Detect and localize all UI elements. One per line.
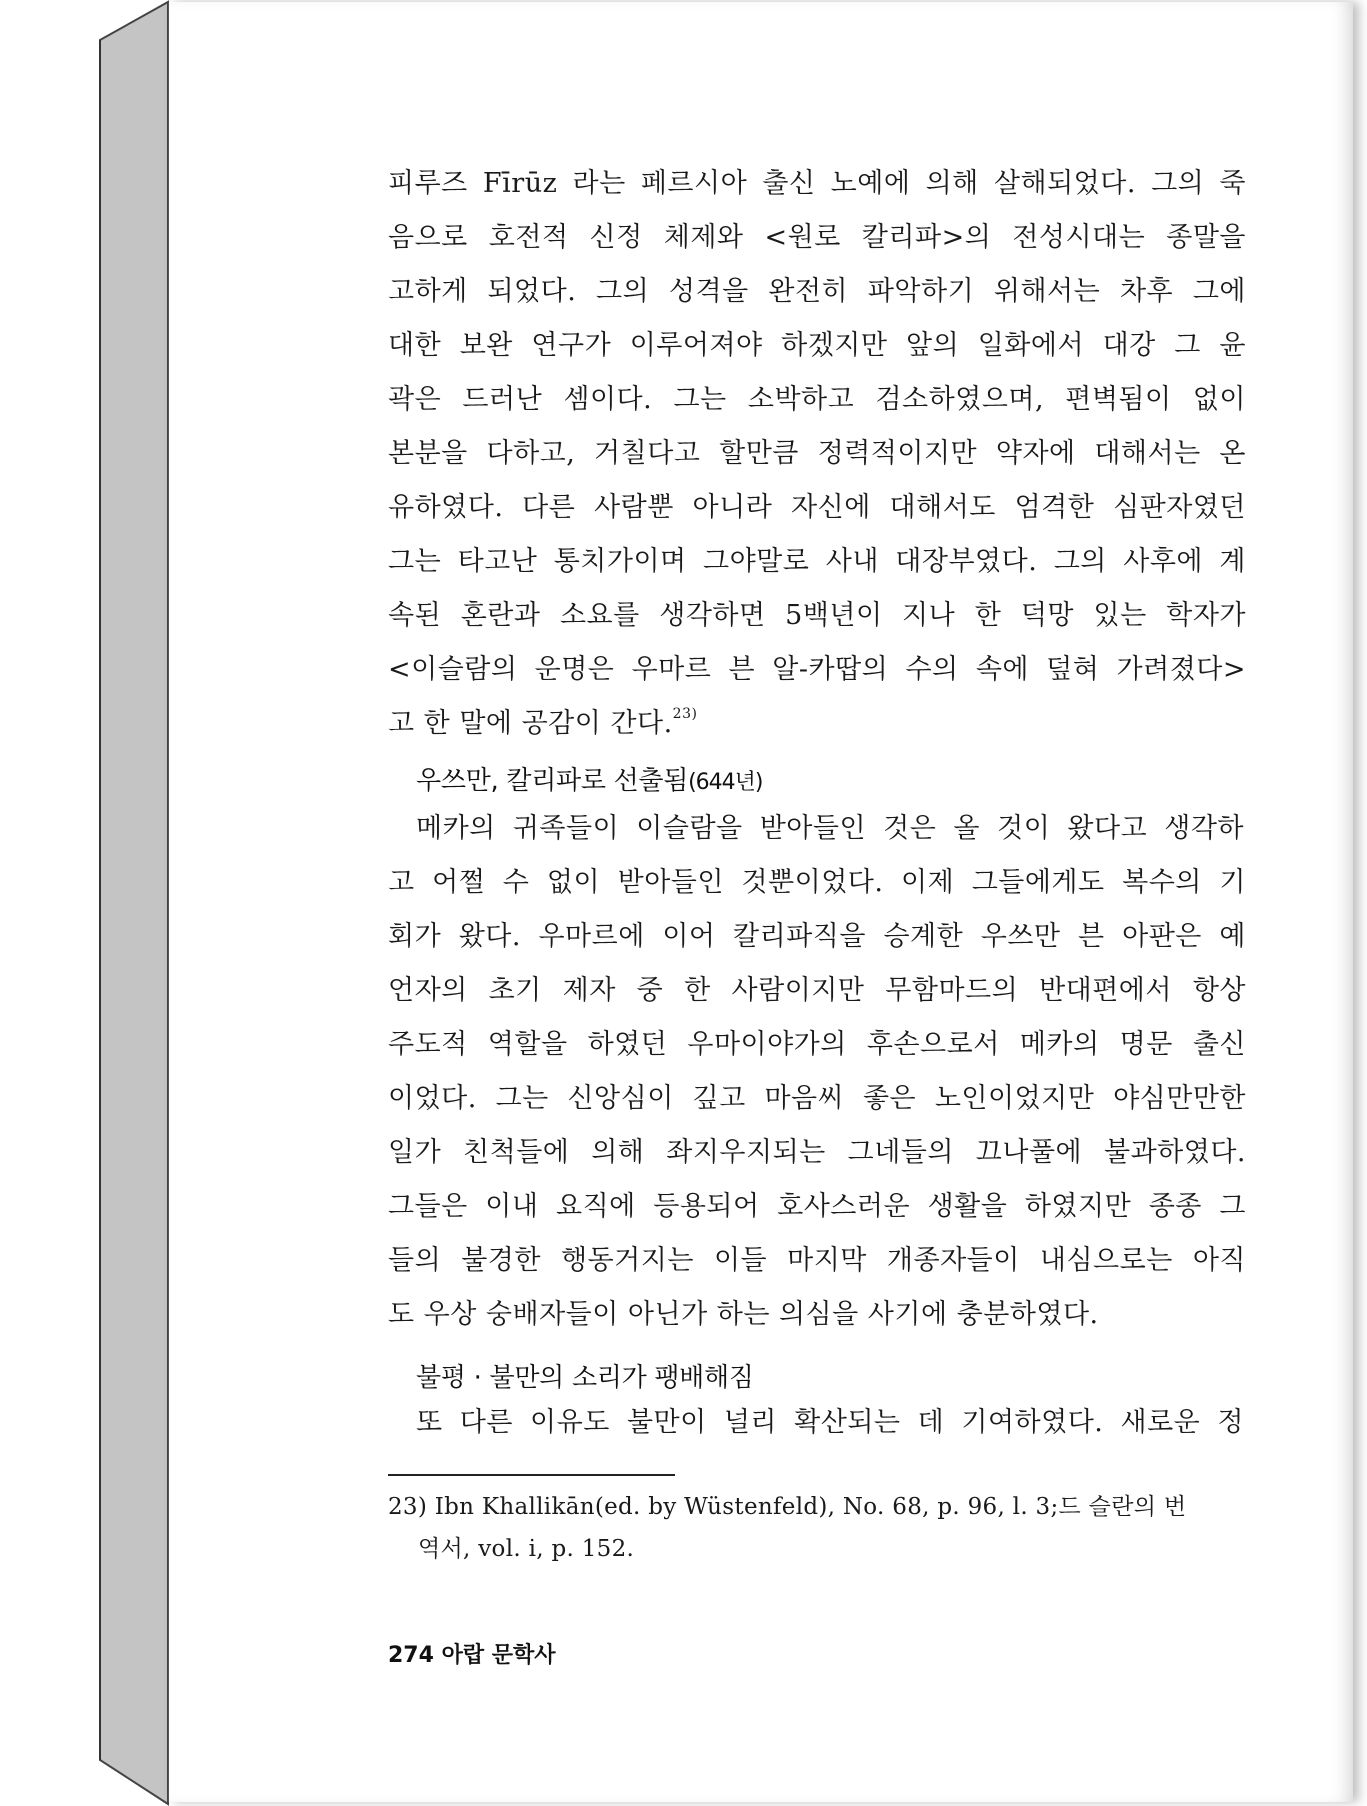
text-line: 음으로 호전적 신정 체제와 <원로 칼리파>의 전성시대는 종말을: [388, 222, 1246, 253]
text-line: 피루즈 Fīrūz 라는 페르시아 출신 노예에 의해 살해되었다. 그의 죽: [388, 168, 1246, 199]
text-line: [388, 1396, 1246, 1450]
paragraph-1: [388, 157, 1246, 751]
text-line: 언자의 초기 제자 중 한 사람이지만 무함마드의 반대편에서 항상: [388, 975, 1246, 1006]
footnote-line: 역서, vol. i, p. 152.: [418, 1536, 635, 1562]
footnote-rule: [388, 1474, 675, 1476]
text-line: 유하였다. 다른 사람뿐 아니라 자신에 대해서도 엄격한 심판자였던: [388, 492, 1246, 523]
heading-year: (644년): [688, 770, 763, 795]
text-line: 대한 보완 연구가 이루어져야 하겠지만 앞의 일화에서 대강 그 윤: [388, 330, 1246, 361]
text-line: 도 우상 숭배자들이 아닌가 하는 의심을 사기에 충분하였다.: [388, 1299, 1099, 1330]
text-line-content: 고 한 말에 공감이 간다.: [388, 708, 673, 739]
text-line: 들의 불경한 행동거지는 이들 마지막 개종자들이 내심으로는 아직: [388, 1245, 1246, 1276]
footnote-23: [388, 1486, 1246, 1570]
paragraph-2: [388, 802, 1246, 1342]
heading-text: 우쓰만, 칼리파로 선출됨: [416, 766, 689, 796]
text-line: 고 어쩔 수 없이 받아들인 것뿐이었다. 이제 그들에게도 복수의 기: [388, 867, 1246, 898]
footnote-line: 23) Ibn Khallikān(ed. by Wüstenfeld), No. 68, p. 96, l. 3;드 슬란의 번: [388, 1494, 1187, 1520]
page-edge: [168, 2, 169, 1802]
text-line: 주도적 역할을 하였던 우마이야가의 후손으로서 메카의 명문 출신: [388, 1029, 1246, 1060]
footnote-ref[interactable]: 23): [672, 706, 698, 722]
text-line: 본분을 다하고, 거칠다고 할만큼 정력적이지만 약자에 대해서는 온: [388, 438, 1246, 469]
text-line: 그는 타고난 통치가이며 그야말로 사내 대장부였다. 그의 사후에 계: [388, 546, 1246, 577]
heading-text: 불평 · 불만의 소리가 팽배해짐: [416, 1363, 754, 1393]
text-line: 일가 친척들에 의해 좌지우지되는 그네들의 끄나풀에 불과하였다.: [388, 1137, 1246, 1168]
text-line: 이었다. 그는 신앙심이 깊고 마음씨 좋은 노인이었지만 야심만만한: [388, 1083, 1246, 1114]
text-line-last: [388, 697, 1246, 751]
text-line-content: 또 다른 이유도 불만이 널리 확산되는 데 기여하였다. 새로운 정: [416, 1407, 1244, 1438]
text-line: 그들은 이내 요직에 등용되어 호사스러운 생활을 하였지만 종종 그: [388, 1191, 1246, 1222]
text-line: 속된 혼란과 소요를 생각하면 5백년이 지나 한 덕망 있는 학자가: [388, 600, 1246, 631]
paragraph-3: [388, 1396, 1246, 1450]
section-heading-discontent: [416, 1357, 754, 1394]
page-footer: 274 아랍 문학사: [388, 1643, 556, 1668]
text-line: 회가 왔다. 우마르에 이어 칼리파직을 승계한 우쓰만 븐 아판은 예: [388, 921, 1246, 952]
text-line: 곽은 드러난 셈이다. 그는 소박하고 검소하였으며, 편벽됨이 없이: [388, 384, 1246, 415]
text-line: [388, 802, 1246, 856]
text-line: <이슬람의 운명은 우마르 븐 알-카땁의 수의 속에 덮혀 가려졌다>: [388, 654, 1246, 685]
text-line: 고하게 되었다. 그의 성격을 완전히 파악하기 위해서는 차후 그에: [388, 276, 1246, 307]
section-heading-uthman: [416, 760, 762, 797]
text-line-content: 메카의 귀족들이 이슬람을 받아들인 것은 올 것이 왔다고 생각하: [416, 813, 1244, 844]
